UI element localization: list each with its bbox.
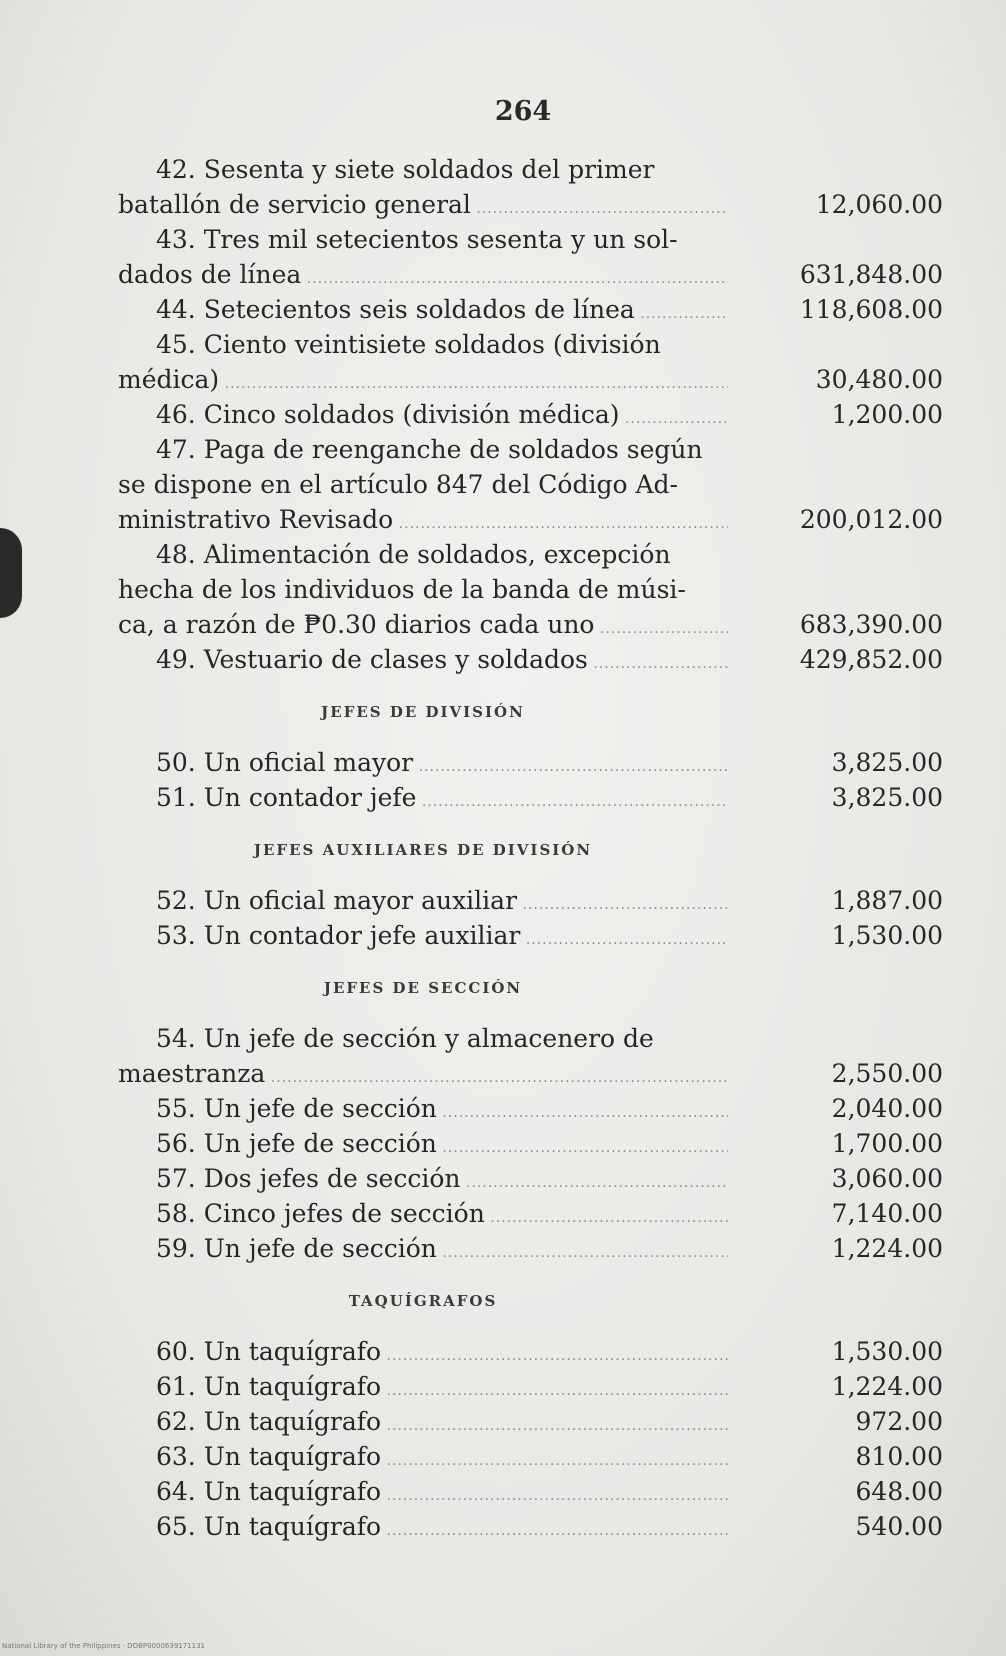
line-item-text: ca, a razón de ₱0.30 diarios cada uno ..... (118, 607, 728, 647)
line-item-text: 55. Un jefe de sección ..... (156, 1091, 728, 1131)
line-item-amount: 3,825.00 (831, 783, 943, 812)
line-item-row (118, 1334, 943, 1369)
line-item (118, 432, 943, 537)
line-item-amount: 3,825.00 (831, 748, 943, 777)
line-item-amount: 631,848.00 (799, 260, 943, 289)
line-item-row (118, 1231, 943, 1266)
section-heading: JEFES DE DIVISIÓN (321, 703, 525, 721)
line-item-row (118, 502, 943, 537)
line-item-row (118, 1439, 943, 1474)
line-item (118, 537, 943, 642)
line-item-row (118, 1369, 943, 1404)
line-item-text: 50. Un oficial mayor ..... (156, 745, 728, 785)
line-item-row (118, 537, 943, 572)
line-item-row (118, 292, 943, 327)
line-item-text: 49. Vestuario de clases y soldados ..... (156, 642, 728, 682)
line-item-row (118, 397, 943, 432)
section-heading: JEFES AUXILIARES DE DIVISIÓN (253, 841, 593, 859)
scan-smudge (0, 528, 22, 618)
line-item-text: 44. Setecientos seis soldados de línea ..... (156, 292, 728, 332)
line-item (118, 1509, 943, 1544)
line-item-amount: 540.00 (855, 1512, 943, 1541)
line-item-text: 51. Un contador jefe ..... (156, 780, 728, 820)
line-item-text: batallón de servicio general ..... (118, 187, 728, 227)
line-item-row (118, 1404, 943, 1439)
line-item-amount: 200,012.00 (799, 505, 943, 534)
line-item (118, 1161, 943, 1196)
line-item-amount: 3,060.00 (831, 1164, 943, 1193)
line-item-row (118, 1056, 943, 1091)
line-item (118, 1021, 943, 1091)
line-item-text: 45. Ciento veintisiete soldados (división (156, 330, 661, 359)
line-item-amount: 1,224.00 (831, 1234, 943, 1263)
line-item (118, 327, 943, 397)
line-item-amount: 1,887.00 (831, 886, 943, 915)
line-item-text: 59. Un jefe de sección ..... (156, 1231, 728, 1271)
line-item-text: 61. Un taquígrafo ..... (156, 1369, 728, 1409)
line-item-text: 65. Un taquígrafo ..... (156, 1509, 728, 1549)
line-item-text: 57. Dos jefes de sección ..... (156, 1161, 728, 1201)
scan-footer: National Library of the Philippines · DOBP0000639171131 (2, 1642, 205, 1650)
line-item-text: 46. Cinco soldados (división médica) ..... (156, 397, 728, 437)
line-item-row (118, 1021, 943, 1056)
line-item-text: 43. Tres mil setecientos sesenta y un sol- (156, 225, 678, 254)
line-item-row (118, 642, 943, 677)
line-item-amount: 1,530.00 (831, 1337, 943, 1366)
line-item (118, 1231, 943, 1266)
line-item-text: 58. Cinco jefes de sección ..... (156, 1196, 728, 1236)
line-item-text: 56. Un jefe de sección ..... (156, 1126, 728, 1166)
line-item-amount: 30,480.00 (815, 365, 943, 394)
line-item-row (118, 572, 943, 607)
line-item-amount: 1,224.00 (831, 1372, 943, 1401)
line-item-amount: 2,550.00 (831, 1059, 943, 1088)
line-item (118, 1196, 943, 1231)
line-item-text: dados de línea ..... (118, 257, 728, 297)
line-item-row (118, 1196, 943, 1231)
line-item-text: 54. Un jefe de sección y almacenero de (156, 1024, 654, 1053)
line-item-row (118, 1091, 943, 1126)
line-item-row (118, 1126, 943, 1161)
line-item-amount: 1,530.00 (831, 921, 943, 950)
line-item-text: 47. Paga de reenganche de soldados según (156, 435, 703, 464)
appropriation-list (118, 152, 943, 1544)
line-item-text: hecha de los individuos de la banda de músi- (118, 575, 686, 604)
line-item-amount: 7,140.00 (831, 1199, 943, 1228)
line-item-amount: 1,700.00 (831, 1129, 943, 1158)
line-item-text: maestranza ..... (118, 1056, 728, 1096)
line-item-row (118, 362, 943, 397)
line-item-row (118, 257, 943, 292)
line-item-row (118, 1161, 943, 1196)
line-item-amount: 118,608.00 (799, 295, 943, 324)
section-heading: JEFES DE SECCIÓN (323, 979, 523, 997)
line-item (118, 1091, 943, 1126)
line-item-row (118, 1509, 943, 1544)
line-item-amount: 429,852.00 (799, 645, 943, 674)
line-item-amount: 972.00 (855, 1407, 943, 1436)
line-item (118, 397, 943, 432)
line-item (118, 1439, 943, 1474)
line-item-row (118, 467, 943, 502)
line-item-text: 62. Un taquígrafo ..... (156, 1404, 728, 1444)
line-item-text: 60. Un taquígrafo ..... (156, 1334, 728, 1374)
line-item-text: se dispone en el artículo 847 del Código Ad- (118, 470, 678, 499)
line-item-row (118, 222, 943, 257)
line-item-text: ministrativo Revisado ..... (118, 502, 728, 542)
line-item (118, 1369, 943, 1404)
line-item (118, 1474, 943, 1509)
line-item (118, 1334, 943, 1369)
line-item-amount: 683,390.00 (799, 610, 943, 639)
line-item (118, 292, 943, 327)
line-item-row (118, 780, 943, 815)
line-item-row (118, 327, 943, 362)
line-item-text: 48. Alimentación de soldados, excepción (156, 540, 671, 569)
line-item-text: 42. Sesenta y siete soldados del primer (156, 155, 655, 184)
line-item-amount: 12,060.00 (815, 190, 943, 219)
line-item-row (118, 883, 943, 918)
page-number: 264 (494, 96, 552, 127)
line-item-amount: 1,200.00 (831, 400, 943, 429)
line-item (118, 222, 943, 292)
line-item-row (118, 187, 943, 222)
line-item (118, 745, 943, 780)
section-heading: TAQUÍGRAFOS (348, 1292, 498, 1310)
line-item (118, 918, 943, 953)
line-item-row (118, 918, 943, 953)
line-item-amount: 2,040.00 (831, 1094, 943, 1123)
line-item-text: 64. Un taquígrafo ..... (156, 1474, 728, 1514)
line-item (118, 152, 943, 222)
line-item-row (118, 607, 943, 642)
line-item (118, 883, 943, 918)
line-item-text: 52. Un oficial mayor auxiliar ..... (156, 883, 728, 923)
line-item-amount: 810.00 (855, 1442, 943, 1471)
line-item (118, 642, 943, 677)
line-item (118, 1404, 943, 1439)
line-item-amount: 648.00 (855, 1477, 943, 1506)
line-item-row (118, 432, 943, 467)
line-item-row (118, 745, 943, 780)
line-item-row (118, 1474, 943, 1509)
line-item (118, 1126, 943, 1161)
line-item-text: 53. Un contador jefe auxiliar ..... (156, 918, 728, 958)
line-item (118, 780, 943, 815)
line-item-text: médica) ..... (118, 362, 728, 402)
line-item-text: 63. Un taquígrafo ..... (156, 1439, 728, 1479)
line-item-row (118, 152, 943, 187)
